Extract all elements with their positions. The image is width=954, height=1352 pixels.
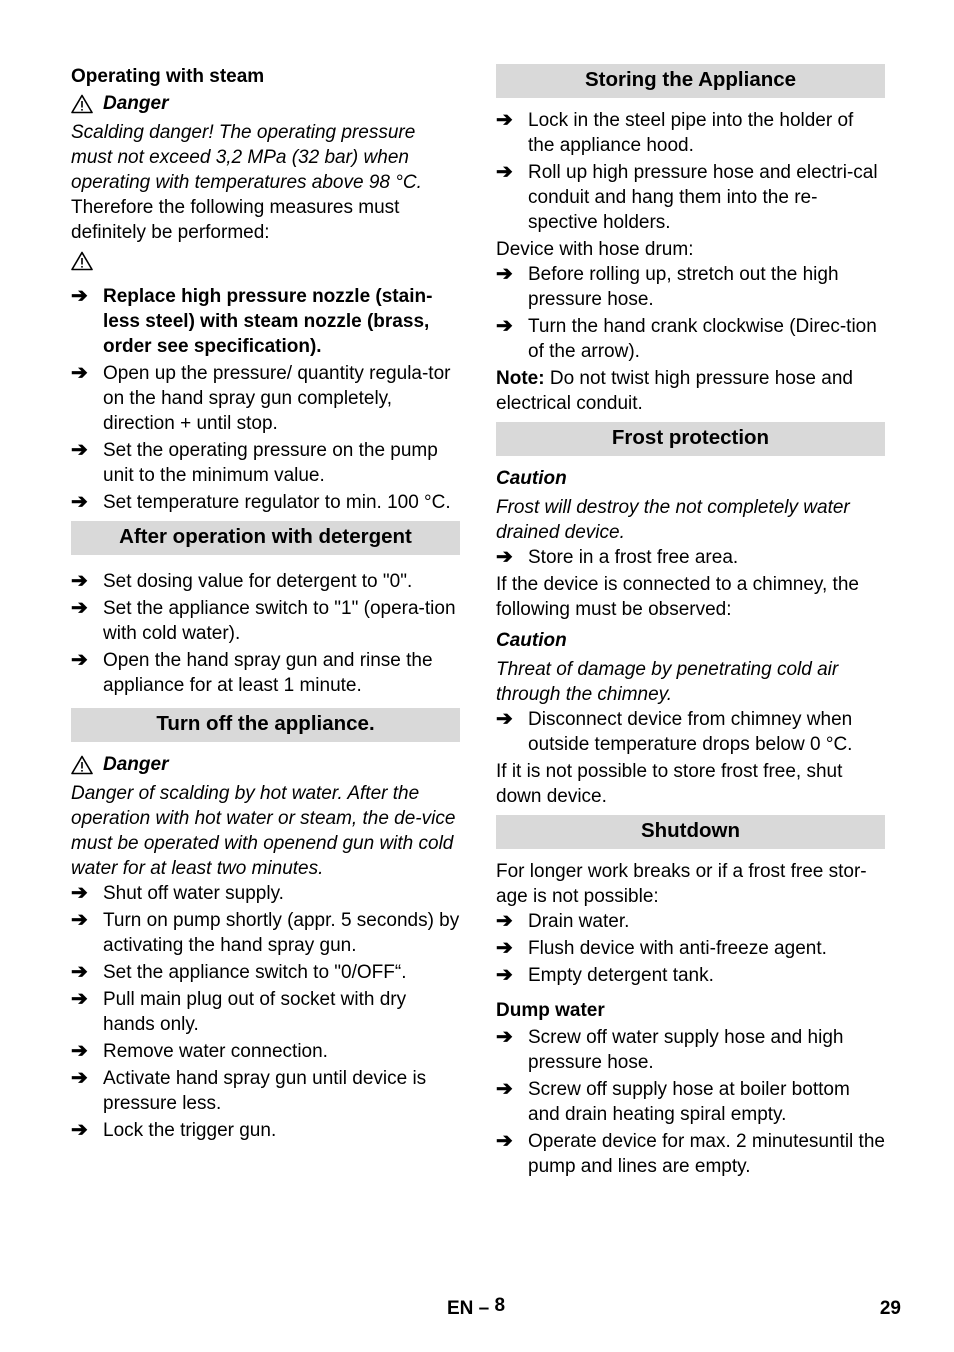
hose-drum-steps-list xyxy=(496,262,885,364)
heading-shutdown: Shutdown xyxy=(496,815,885,849)
heading-frost-protection: Frost protection xyxy=(496,422,885,456)
list-item: ➔ Screw off water supply hose and high pressure hose. xyxy=(496,1026,844,1073)
arrow-right-icon: ➔ xyxy=(71,961,88,983)
list-item: ➔ Set dosing value for detergent to "0". xyxy=(71,570,413,592)
turn-off-steps-list xyxy=(71,881,460,1143)
danger-text: Scalding danger! The operating pressure must not exceed 3,2 MPa (32 bar) when operating with temperatures above 98 °C. xyxy=(71,122,422,193)
list-item: ➔ Empty detergent tank. xyxy=(496,964,714,986)
arrow-right-icon: ➔ xyxy=(496,546,513,568)
list-item: ➔ Turn the hand crank clockwise (Direc-tion of the arrow). xyxy=(496,315,877,362)
arrow-right-icon: ➔ xyxy=(71,491,88,513)
steam-steps-list xyxy=(71,284,460,515)
note-text: Note: Do not twist high pressure hose and electrical conduit. xyxy=(496,368,853,414)
list-item: ➔ Before rolling up, stretch out the high pressure hose. xyxy=(496,263,839,310)
list-item: ➔ Drain water. xyxy=(496,910,630,932)
arrow-right-icon: ➔ xyxy=(71,362,88,384)
caution-text: Frost will destroy the not completely water drained device. xyxy=(496,497,850,543)
shutdown-steps-list xyxy=(496,909,885,988)
list-item: ➔ Open the hand spray gun and rinse the appliance for at least 1 minute. xyxy=(71,649,433,696)
list-item: ➔ Lock in the steel pipe into the holder of the appliance hood. xyxy=(496,109,854,156)
heading-dump-water: Dump water xyxy=(496,1000,605,1021)
list-item: ➔ Operate device for max. 2 minutesuntil the pump and lines are empty. xyxy=(496,1130,885,1177)
list-item: ➔ Set temperature regulator to min. 100 °C. xyxy=(71,491,451,513)
caution-label: Caution xyxy=(496,468,567,489)
left-column xyxy=(71,64,460,1143)
list-item: ➔ Replace high pressure nozzle (stain-less steel) with steam nozzle (brass, order see specification). xyxy=(71,285,433,357)
warning-triangle-icon xyxy=(71,251,93,271)
arrow-right-icon: ➔ xyxy=(496,964,513,986)
list-item: ➔ Screw off supply hose at boiler bottom and drain heating spiral empty. xyxy=(496,1078,850,1125)
shutdown-intro: For longer work breaks or if a frost free stor-age is not possible: xyxy=(496,861,867,907)
arrow-right-icon: ➔ xyxy=(496,1130,513,1152)
right-column xyxy=(496,64,885,1179)
page-number: 29 xyxy=(879,1298,901,1319)
detergent-steps-list xyxy=(71,569,460,698)
arrow-right-icon: ➔ xyxy=(496,263,513,285)
list-item: ➔ Activate hand spray gun until device is pressure less. xyxy=(71,1067,427,1114)
frost-steps-list xyxy=(496,545,885,570)
arrow-right-icon: ➔ xyxy=(496,315,513,337)
chimney-text: If the device is connected to a chimney, the following must be observed: xyxy=(496,574,859,620)
list-item: ➔ Pull main plug out of socket with dry hands only. xyxy=(71,988,407,1035)
arrow-right-icon: ➔ xyxy=(71,649,88,671)
list-item: ➔ Set the appliance switch to "0/OFF“. xyxy=(71,961,407,983)
chimney-steps-list xyxy=(496,707,885,757)
arrow-right-icon: ➔ xyxy=(496,161,513,183)
list-item: ➔ Turn on pump shortly (appr. 5 seconds) by activating the hand spray gun. xyxy=(71,909,460,956)
arrow-right-icon: ➔ xyxy=(71,285,88,307)
caution-label: Caution xyxy=(496,630,567,651)
list-item: ➔ Set the operating pressure on the pump unit to the minimum value. xyxy=(71,439,438,486)
list-item: ➔ Disconnect device from chimney when outside temperature drops below 0 °C. xyxy=(496,708,853,755)
heading-after-operation-detergent: After operation with detergent xyxy=(71,521,460,555)
arrow-right-icon: ➔ xyxy=(496,937,513,959)
shut-down-text: If it is not possible to store frost free, shut down device. xyxy=(496,761,843,807)
danger-text: Danger of scalding by hot water. After the operation with hot water or steam, the de-vice must be operated with openend gun with cold water for at least two minutes. xyxy=(71,783,456,879)
heading-operating-with-steam: Operating with steam xyxy=(71,66,265,87)
list-item: ➔ Flush device with anti-freeze agent. xyxy=(496,937,827,959)
warning-triangle-icon xyxy=(71,755,93,775)
arrow-right-icon: ➔ xyxy=(496,708,513,730)
arrow-right-icon: ➔ xyxy=(71,1040,88,1062)
arrow-right-icon: ➔ xyxy=(71,1067,88,1089)
list-item: ➔ Remove water connection. xyxy=(71,1040,328,1062)
list-item: ➔ Set the appliance switch to "1" (opera-tion with cold water). xyxy=(71,597,456,644)
hose-drum-text: Device with hose drum: xyxy=(496,239,694,260)
list-item: ➔ Open up the pressure/ quantity regula-tor on the hand spray gun completely, direction + until stop. xyxy=(71,362,451,434)
heading-turn-off-appliance: Turn off the appliance. xyxy=(71,708,460,742)
arrow-right-icon: ➔ xyxy=(496,109,513,131)
arrow-right-icon: ➔ xyxy=(71,882,88,904)
danger-label: Danger xyxy=(71,752,460,777)
measures-text: Therefore the following measures must definitely be performed: xyxy=(71,197,400,243)
arrow-right-icon: ➔ xyxy=(71,439,88,461)
arrow-right-icon: ➔ xyxy=(496,1078,513,1100)
arrow-right-icon: ➔ xyxy=(71,1119,88,1141)
storing-steps-list xyxy=(496,108,885,235)
list-item: ➔ Shut off water supply. xyxy=(71,882,284,904)
list-item: ➔ Lock the trigger gun. xyxy=(71,1119,277,1141)
arrow-right-icon: ➔ xyxy=(71,909,88,931)
warning-symbol xyxy=(71,251,460,278)
danger-label: Danger xyxy=(71,91,460,116)
list-item: ➔ Store in a frost free area. xyxy=(496,546,739,568)
arrow-right-icon: ➔ xyxy=(71,570,88,592)
section-page-label: EN – 8 xyxy=(447,1295,506,1319)
warning-triangle-icon xyxy=(71,94,93,114)
caution-text: Threat of damage by penetrating cold air through the chimney. xyxy=(496,659,839,705)
list-item: ➔ Roll up high pressure hose and electri-cal conduit and hang them into the re-spective holders. xyxy=(496,161,878,233)
arrow-right-icon: ➔ xyxy=(496,1026,513,1048)
arrow-right-icon: ➔ xyxy=(496,910,513,932)
arrow-right-icon: ➔ xyxy=(71,988,88,1010)
arrow-right-icon: ➔ xyxy=(71,597,88,619)
heading-storing-appliance: Storing the Appliance xyxy=(496,64,885,98)
dump-water-steps-list xyxy=(496,1025,885,1179)
